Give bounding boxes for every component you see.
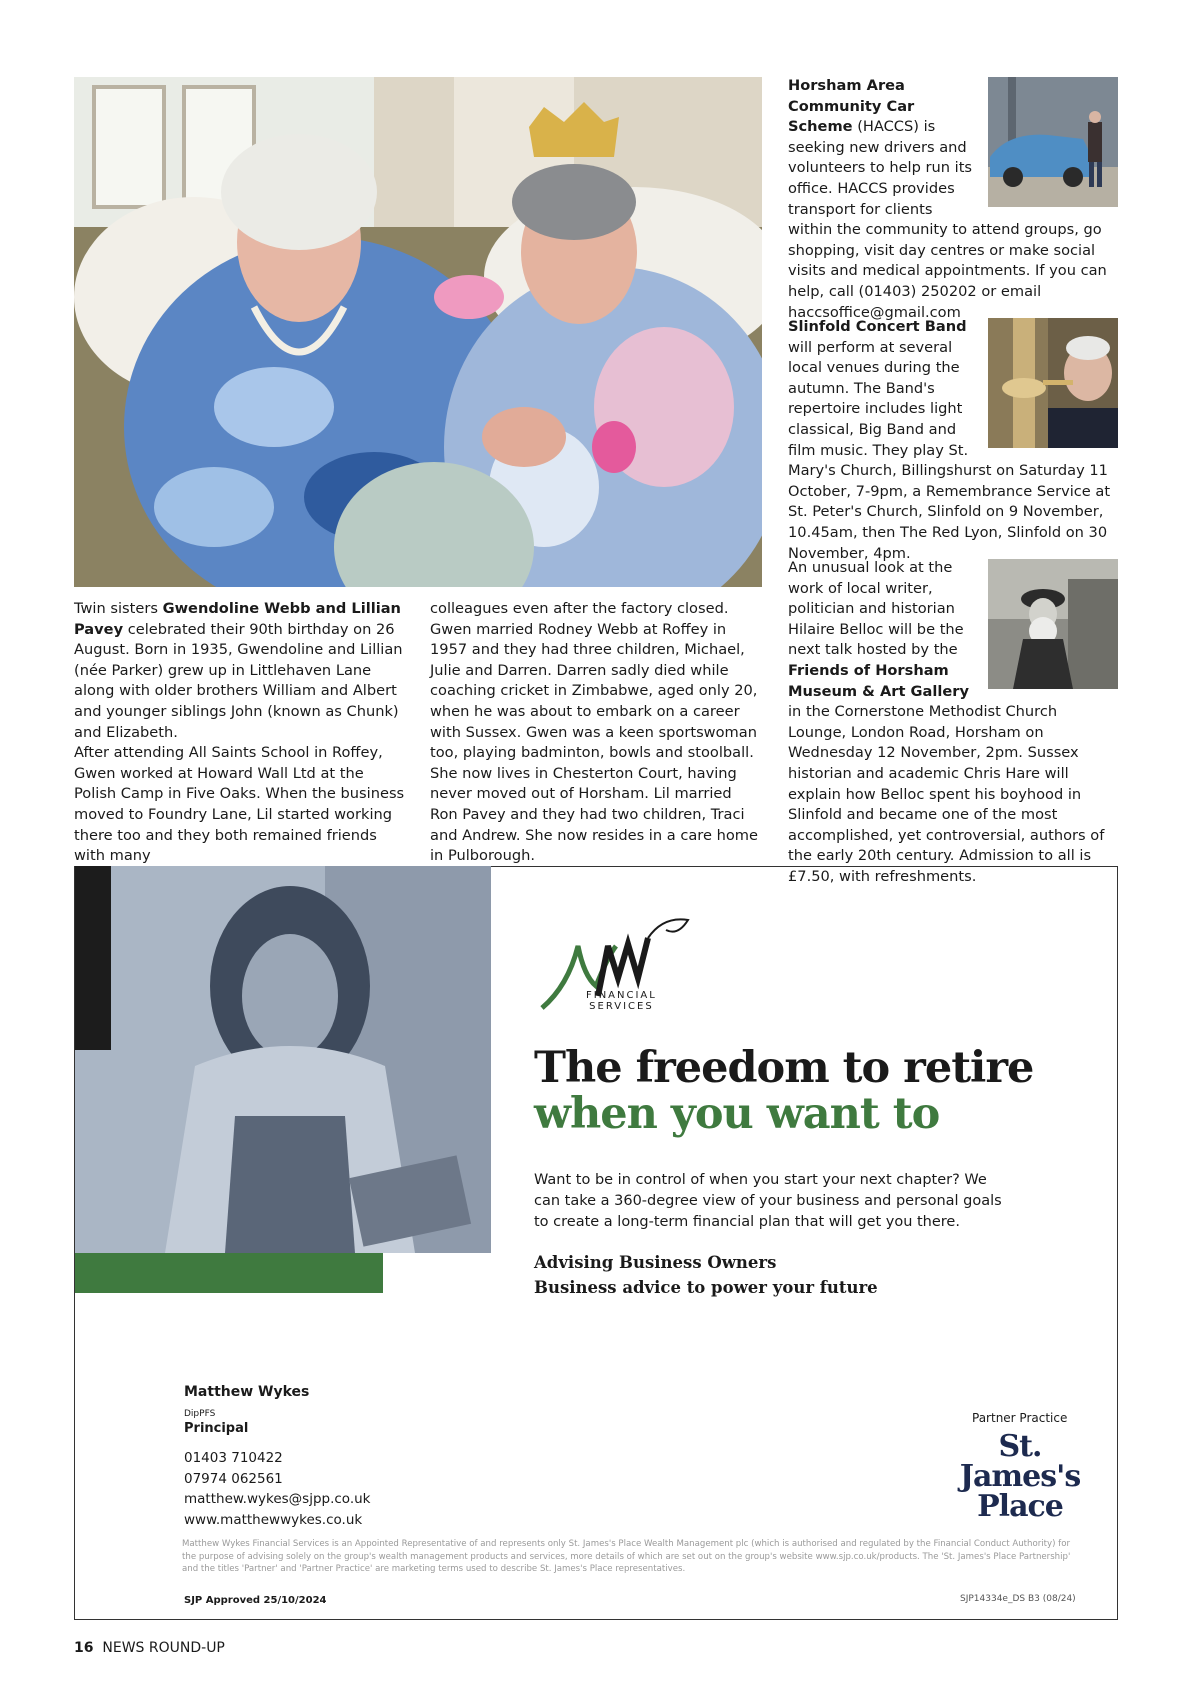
advisor-phone-1[interactable]: 01403 710422	[184, 1450, 283, 1466]
advert-headline-line-1: The freedom to retire	[534, 1043, 1034, 1093]
advert-disclaimer: Matthew Wykes Financial Services is an Appointed Representative of and represents only St. James's Place Wealth Management plc (which is authorised and regulated by the Financial Conduct Authority) for the purpose of advising solely on the group's wealth management products and services, more details of which are set out on the group's website www.sjp.co.uk/products. The 'St. James's Place Partnership' and the titles 'Partner' and 'Partner Practice' are marketing terms used to describe St. James's Place representatives.	[182, 1539, 1071, 1575]
st-jamess-place-logo: St. James's Place	[959, 1429, 1081, 1524]
advert-photo	[75, 866, 491, 1253]
belloc-body: in the Cornerstone Methodist Church Lounge, London Road, Horsham on Wednesday 12 November, 2pm. Sussex historian and academic Chris Hare will explain how Belloc spent his boyhood in Slinfold and became one of the most accomplished, yet controversial, authors of the early 20th century. Admission to all is £7.50, with refreshments.	[788, 703, 1105, 885]
advisor-phone-2[interactable]: 07974 062561	[184, 1470, 283, 1487]
belloc-host: Friends of Horsham Museum & Art Gallery	[788, 661, 969, 700]
belloc-intro: An unusual look at the work of local writer, politician and historian Hilaire Belloc will be the next talk hosted by the	[788, 559, 964, 659]
article-column-2: colleagues even after the factory closed. Gwen married Rodney Webb at Roffey in 1957 and they had three children, Michael, Julie and Darren. Darren sadly died while coaching cricket in Zimbabwe, aged only 20, when he was about to embark on a career with Sussex. Gwen was a keen sportswoman too, playing badminton, bowls and stoolball. She now lives in Chesterton Court, having never moved out of Horsham. Lil married Ron Pavey and they had two children, Traci and Andrew. She now resides in a care home in Pulborough.	[430, 600, 758, 865]
mw-logo-text: FINANCIAL SERVICES	[586, 990, 657, 1012]
advisor-website-link[interactable]: www.matthewwykes.co.uk	[184, 1511, 363, 1528]
mw-financial-logo	[538, 916, 698, 1012]
advisor-email-link[interactable]: matthew.wykes@sjpp.co.uk	[184, 1491, 371, 1507]
advisor-qualifications: DipPFS	[184, 1409, 216, 1419]
article-intro: Twin sisters Gwendoline Webb and Lillian Pavey celebrated their 90th birthday on 26 August. Born in 1935, Gwendoline and Lillian (née Parker) grew up in Littlehaven Lane along with older brothers William and Albert and younger siblings John (known as Chunk) and Elizabeth.	[74, 600, 403, 741]
advert-headline-line-2: when you want to	[534, 1089, 940, 1139]
concert-band-title: Slinfold Concert Band	[788, 318, 967, 335]
advert-body-text: Want to be in control of when you start your next chapter? We can take a 360-degree view of your business and personal goals to create a long-term financial plan that will get you there.	[534, 1172, 1002, 1230]
advisor-role: Principal	[184, 1421, 249, 1436]
haccs-body: (HACCS) is seeking new drivers and volunteers to help run its office. HACCS provides transport for clients within the community to attend groups, go shopping, visit day centres or make social visits and medical appointments. If you can help, call (01403) 250202 or email haccsoffice@gmail.com	[788, 118, 1107, 321]
advisor-name: Matthew Wykes	[184, 1384, 310, 1400]
page-number: 16	[74, 1640, 94, 1656]
page-footer	[74, 1640, 225, 1656]
haccs-title: Horsham Area Community Car Scheme	[788, 77, 915, 136]
partner-practice-label: Partner Practice	[972, 1411, 1068, 1425]
approval-stamp: SJP Approved 25/10/2024	[184, 1595, 327, 1606]
advert-subheading-2: Business advice to power your future	[534, 1278, 878, 1297]
haccs-article-flow	[788, 76, 1118, 323]
article-column-1	[74, 599, 406, 867]
section-name: NEWS ROUND-UP	[102, 1640, 225, 1656]
advert-subheading-1: Advising Business Owners	[534, 1253, 777, 1272]
twin-sisters-photo	[74, 77, 762, 587]
article-paragraph-2: After attending All Saints School in Roffey, Gwen worked at Howard Wall Ltd at the Polish Camp in Five Oaks. When the business moved to Foundry Lane, Lil started working there too and they both remained friends with many	[74, 744, 405, 865]
advisor-contact	[184, 1448, 371, 1530]
concert-band-article	[788, 317, 1118, 564]
concert-band-body: will perform at several local venues during the autumn. The Band's repertoire includes light classical, Big Band and film music. They play St. Mary's Church, Billingshurst on Saturday 11 October, 7-9pm, a Remembrance Service at St. Peter's Church, Slinfold on 9 November, 10.45am, then The Red Lyon, Slinfold on 30 November, 4pm.	[788, 338, 1111, 562]
belloc-article	[788, 558, 1118, 888]
advert-reference-code: SJP14334e_DS B3 (08/24)	[960, 1594, 1076, 1604]
advert-green-bar	[75, 1253, 383, 1293]
